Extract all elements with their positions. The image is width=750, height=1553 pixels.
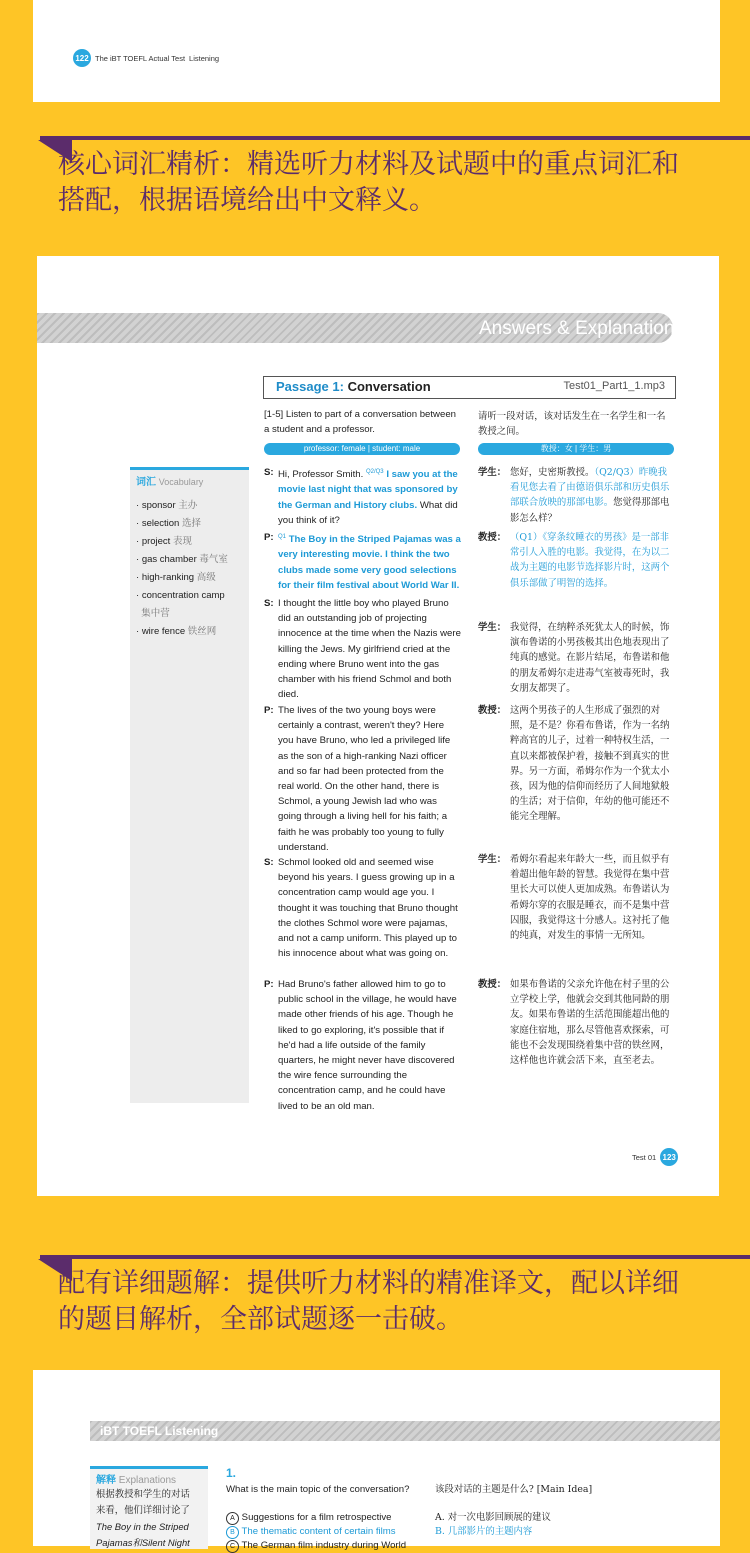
- banner-divider: [40, 136, 750, 140]
- vocab-item: · concentration camp 集中营: [136, 590, 225, 619]
- explanation-box: 解释 Explanations 根据教授和学生的对话 来看，他们详细讨论了 The Boy in the Striped Pajamas和Silent Night: [90, 1466, 208, 1549]
- vocab-item: · sponsor 主办: [136, 500, 198, 511]
- option-letter-badge: A: [226, 1512, 239, 1525]
- vocab-item: · gas chamber 毒气室: [136, 554, 228, 565]
- page-122-fragment: [33, 0, 720, 102]
- answer-option-zh: A. 对一次电影回顾展的建议: [435, 1512, 551, 1523]
- roles-zh: 教授：女 | 学生：男: [478, 443, 674, 455]
- roles-en: professor: female | student: male: [264, 443, 460, 455]
- section-title: Answers & Explanations: [479, 318, 684, 339]
- vocabulary-sidebar: [130, 467, 249, 1103]
- intro-en: [1-5] Listen to part of a conversation between a student and a professor.: [264, 409, 456, 436]
- page-footer: [632, 1148, 678, 1166]
- passage-header: [263, 376, 676, 399]
- answer-option: C The German film industry during World: [226, 1538, 406, 1553]
- banner-divider: [40, 1255, 750, 1259]
- option-letter-badge: B: [226, 1526, 239, 1539]
- vocab-title: 词汇: [136, 477, 156, 488]
- expl-title: 解释: [96, 1475, 116, 1486]
- vocab-list: [136, 497, 246, 641]
- expl-title-en: Explanations: [118, 1475, 177, 1486]
- passage-title: Conversation: [347, 379, 431, 394]
- banner-feature-vocab: 核心词汇精析：精选听力材料及试题中的重点词汇和 搭配，根据语境给出中文释义。: [58, 149, 679, 216]
- vocab-item: · selection 选择: [136, 518, 201, 529]
- running-head: [73, 49, 219, 67]
- footer-label: Test 01: [632, 1152, 657, 1162]
- option-letter-badge: C: [226, 1540, 239, 1553]
- passage-label: Passage 1:: [276, 379, 344, 394]
- vocab-item: · project 表现: [136, 536, 192, 547]
- answer-option-correct: B The thematic content of certain films: [226, 1524, 396, 1539]
- vocab-item: · wire fence 铁丝网: [136, 626, 217, 637]
- question-zh: 该段对话的主题是什么? [Main Idea]: [435, 1484, 593, 1495]
- vocab-title-en: Vocabulary: [158, 477, 204, 487]
- question-number: 1.: [226, 1466, 237, 1480]
- question-en: What is the main topic of the conversation?: [226, 1484, 410, 1495]
- page-number-badge: 122: [73, 49, 91, 67]
- running-head-section: Listening: [189, 53, 220, 63]
- answer-option-zh-correct: B. 几部影片的主题内容: [435, 1526, 533, 1537]
- running-head-title: The iBT TOEFL Actual Test: [95, 53, 186, 63]
- page-number-badge: 123: [660, 1148, 678, 1166]
- audio-file: Test01_Part1_1.mp3: [563, 380, 665, 392]
- page-header-title: iBT TOEFL Listening: [100, 1424, 219, 1438]
- banner-feature-explanations: 配有详细题解：提供听力材料的精准译文，配以详细 的题目解析，全部试题逐一击破。: [58, 1268, 679, 1335]
- vocab-item: · high-ranking 高级: [136, 572, 216, 583]
- intro-zh: 请听一段对话，该对话发生在一名学生和一名教授之间。: [478, 411, 666, 438]
- answer-option: A Suggestions for a film retrospective: [226, 1510, 392, 1525]
